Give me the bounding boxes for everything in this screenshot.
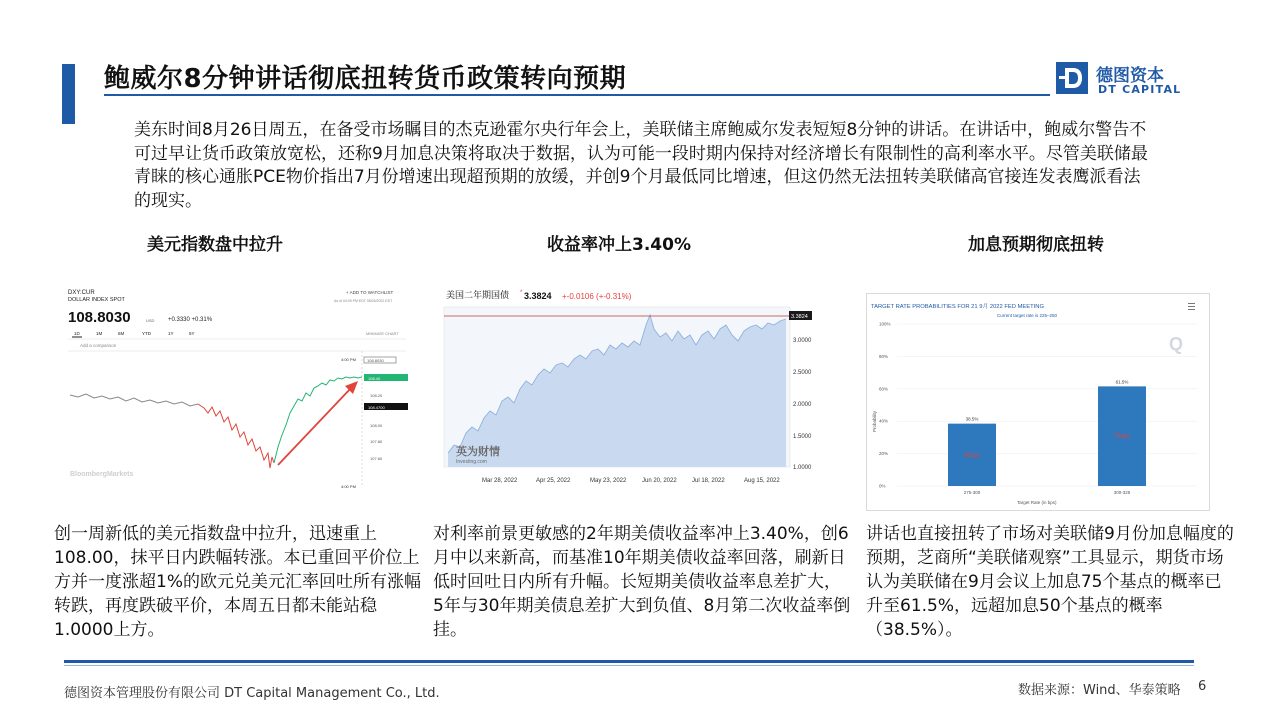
fed-bar-annotation: 50bps bbox=[963, 452, 981, 459]
fed-x-tick: 300-325 bbox=[1113, 490, 1131, 495]
minimize-chart-link[interactable]: MINIMIZE CHART bbox=[366, 331, 399, 336]
dxy-currency: USD bbox=[146, 318, 155, 323]
dxy-name: DOLLAR INDEX SPOT bbox=[68, 297, 125, 303]
fed-y-tick: 60% bbox=[879, 386, 889, 392]
time-marker-top: 4:00 PM bbox=[341, 357, 356, 362]
y-tick-0: 108.8030 bbox=[367, 358, 384, 363]
logo-text-en: DT CAPITAL bbox=[1098, 83, 1182, 96]
fed-x-tick: 275-300 bbox=[963, 490, 981, 495]
svg-text:*: * bbox=[520, 290, 523, 296]
yield-y-tick-0: 3.0000 bbox=[793, 338, 812, 344]
logo-text-cn: 德图资本 bbox=[1096, 66, 1164, 86]
add-to-watchlist-link[interactable]: + ADD TO WATCHLIST bbox=[346, 290, 394, 295]
y-tick-2: 108.20 bbox=[370, 393, 383, 398]
dxy-asof: As of 04:09 PM EDT 08/26/2022 EDT bbox=[334, 299, 393, 303]
svg-text:Q: Q bbox=[1169, 334, 1184, 354]
range-tab-6m[interactable]: 6M bbox=[118, 331, 125, 336]
range-tab-ytd[interactable]: YTD bbox=[142, 331, 151, 336]
dollar-index-chart-panel bbox=[64, 285, 410, 491]
add-comparison-input[interactable]: Add a comparison bbox=[80, 343, 117, 348]
dollar-index-description: 创一周新低的美元指数盘中拉升，迅速重上108.00，抹平日内跌幅转涨。本已重回平价位上方并一度涨超1%的欧元兑美元汇率回吐所有涨幅转跌，再度跌破平价，本周五日都未能站稳1.0000上方。 bbox=[54, 524, 421, 640]
fed-y-tick: 20% bbox=[879, 451, 889, 457]
rate-hike-heading: 加息预期彻底扭转 bbox=[968, 235, 1104, 255]
title-underline bbox=[104, 94, 1050, 96]
footer-company: 德图资本管理股份有限公司 DT Capital Management Co., Ltd. bbox=[64, 686, 440, 701]
fedwatch-title: TARGET RATE PROBABILITIES FOR 21 9月 2022 FED MEETING bbox=[871, 304, 1044, 310]
fedwatch-chart-panel bbox=[866, 293, 1210, 511]
investing-watermark-cn: 英为财情 bbox=[456, 446, 500, 458]
yield-x-tick-3: Jun 20, 2022 bbox=[642, 478, 677, 484]
y-tick-6: 107.60 bbox=[370, 456, 383, 461]
yield-x-tick-5: Aug 15, 2022 bbox=[744, 478, 780, 484]
intro-paragraph: 美东时间8月26日周五，在备受市场瞩目的杰克逊霍尔央行年会上，美联储主席鲍威尔发表短短8分钟的讲话。在讲话中，鲍威尔警告不可过早让货币政策放宽松，还称9月加息决策将取决于数据，认为可能一段时期内保持对经济增长有限制性的高利率水平。尽管美联储最青睐的核心通胀PCE物价指出7月份增速出现超预期的放缓，并创9个月最低同比增速，但这仍然无法扭转美联储高官接连发表鹰派看法的现实。 bbox=[134, 120, 1148, 211]
fed-y-tick: 0% bbox=[879, 483, 886, 489]
fedwatch-xlabel: Target Rate (in bps) bbox=[1017, 500, 1057, 505]
y-tick-1: 108.40 bbox=[368, 376, 381, 381]
yield-change: +-0.0106 (+-0.31%) bbox=[562, 292, 632, 301]
footer-rule-thin bbox=[64, 665, 1194, 666]
yield-y-tick-3: 1.5000 bbox=[793, 434, 812, 440]
y-tick-3: 108.4700 bbox=[368, 405, 385, 410]
yield-y-tick-1: 2.5000 bbox=[793, 370, 812, 376]
yield-x-tick-2: May 23, 2022 bbox=[590, 478, 627, 484]
fed-y-tick: 40% bbox=[879, 418, 889, 424]
yield-x-tick-0: Mar 28, 2022 bbox=[482, 478, 518, 484]
fed-bar-value-label: 61.5% bbox=[1115, 379, 1129, 385]
range-tab-1y[interactable]: 1Y bbox=[168, 331, 174, 336]
fed-y-tick: 100% bbox=[879, 321, 891, 327]
treasury-yield-chart-panel bbox=[440, 283, 812, 488]
dollar-index-heading: 美元指数盘中拉升 bbox=[147, 235, 283, 255]
fedwatch-ylabel: Probability bbox=[872, 410, 877, 432]
yield-price: 3.3824 bbox=[524, 291, 552, 301]
page-title: 鲍威尔8分钟讲话彻底扭转货币政策转向预期 bbox=[104, 64, 627, 94]
yield-y-tick-4: 1.0000 bbox=[793, 465, 812, 471]
dxy-price: 108.8030 bbox=[68, 309, 131, 326]
treasury-yield-heading: 收益率冲上3.40% bbox=[547, 235, 691, 255]
trend-arrow-icon bbox=[278, 387, 352, 465]
footer-source: 数据来源：Wind、华泰策略 bbox=[1018, 683, 1181, 698]
range-tab-1m[interactable]: 1M bbox=[96, 331, 103, 336]
search-q-icon bbox=[1169, 334, 1183, 354]
investing-watermark-en: Investing.com bbox=[456, 459, 487, 465]
company-logo bbox=[1056, 62, 1186, 98]
fed-y-tick: 80% bbox=[879, 353, 889, 359]
y-tick-5: 107.80 bbox=[370, 439, 383, 444]
dxy-ticker: DXY:CUR bbox=[68, 290, 95, 296]
yield-name: 美国二年期国债 bbox=[446, 290, 510, 300]
fedwatch-subtitle: Current target rate is 225–250 bbox=[997, 313, 1058, 318]
range-tab-5y[interactable]: 5Y bbox=[189, 331, 195, 336]
yield-x-tick-1: Apr 25, 2022 bbox=[536, 478, 571, 484]
range-tab-1d[interactable]: 1D bbox=[74, 331, 80, 336]
rate-hike-description: 讲话也直接扭转了市场对美联储9月份加息幅度的预期，芝商所“美联储观察”工具显示，期货市场认为美联储在9月会议上加息75个基点的概率已升至61.5%，远超加息50个基点的概率（38.5%）。 bbox=[866, 524, 1234, 640]
yield-last-label: 3.3824 bbox=[791, 314, 808, 320]
yield-y-tick-2: 2.0000 bbox=[793, 402, 812, 408]
title-accent-bar bbox=[62, 64, 75, 124]
bloomberg-watermark: BloombergMarkets bbox=[70, 471, 134, 478]
fed-bar-value-label: 38.5% bbox=[965, 416, 979, 422]
page-number: 6 bbox=[1198, 679, 1207, 694]
time-marker-bottom: 4:00 PM bbox=[341, 484, 356, 489]
dxy-change: +0.3330 +0.31% bbox=[168, 317, 213, 323]
logo-d-icon bbox=[1056, 62, 1088, 94]
footer-rule bbox=[64, 660, 1194, 663]
yield-x-tick-4: Jul 18, 2022 bbox=[692, 478, 725, 484]
treasury-yield-description: 对利率前景更敏感的2年期美债收益率冲上3.40%，创6月中以来新高，而基准10年期美债收益率回落，刷新日低时回吐日内所有升幅。长短期美债收益率息差扩大，5年与30年期美债息差扩大到负值、8月第二次收益率倒挂。 bbox=[433, 524, 851, 640]
fed-bar-annotation: 75bps bbox=[1113, 434, 1131, 441]
y-tick-4: 108.00 bbox=[370, 423, 383, 428]
hamburger-menu-icon[interactable] bbox=[1188, 303, 1195, 310]
